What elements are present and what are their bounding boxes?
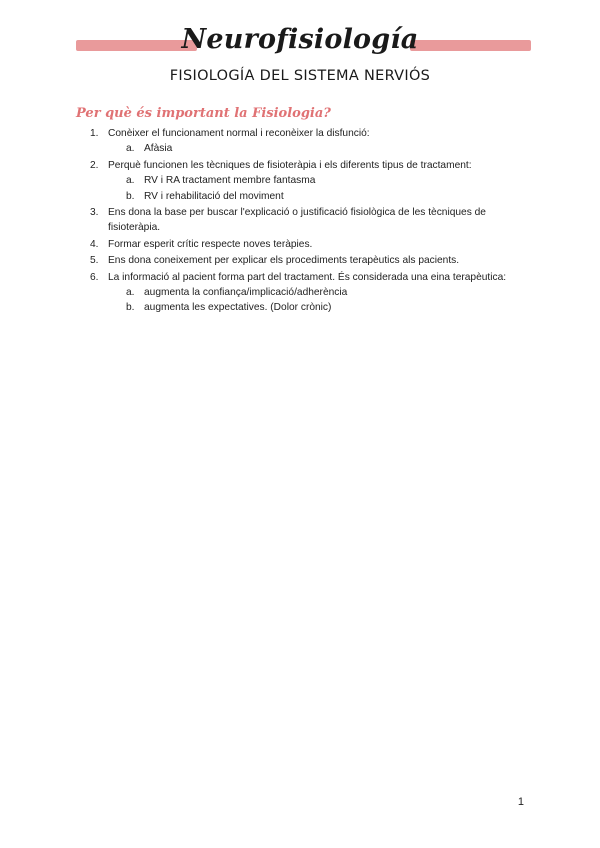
sub-list xyxy=(108,141,536,156)
sub-list-item-text: augmenta la confiança/implicació/adherència xyxy=(144,287,348,299)
sub-list xyxy=(108,285,536,316)
page-number: 1 xyxy=(517,796,524,808)
document-subtitle: FISIOLOGÍA DEL SISTEMA NERVIÓS xyxy=(169,68,431,84)
sub-list-item-text: augmenta les expectatives. (Dolor crònic) xyxy=(144,302,332,314)
sub-list-item-text: RV i RA tractament membre fantasma xyxy=(144,175,316,187)
list-item-text: Ens dona coneixement per explicar els procediments terapèutics als pacients. xyxy=(108,255,460,267)
sub-list-item-text: Afàsia xyxy=(144,143,173,155)
sub-list-item xyxy=(108,141,536,156)
sub-list-item-letter: b. xyxy=(126,190,135,202)
list-item-text: Perquè funcionen les tècniques de fisioteràpia i els diferents tipus de tractament: xyxy=(108,159,472,171)
list-item-text: Conèixer el funcionament normal i reconèixer la disfunció: xyxy=(108,128,370,139)
list-item-text: Ens dona la base per buscar l'explicació o justificació fisiològica de les tècniques de fisioteràpia. xyxy=(108,207,486,234)
list-item-number: 2. xyxy=(90,159,99,171)
numbered-list xyxy=(86,126,536,317)
list-item xyxy=(86,205,536,236)
list-item-text: Formar esperit crític respecte noves teràpies. xyxy=(108,238,313,250)
sub-list-item-letter: a. xyxy=(126,287,135,299)
list-item-text: La informació al pacient forma part del tractament. És considerada una eina terapèutica: xyxy=(108,271,507,283)
sub-list-item-text: RV i rehabilitació del moviment xyxy=(144,190,284,202)
sub-list-item xyxy=(108,300,536,315)
sub-list-item-letter: b. xyxy=(126,302,135,314)
list-item xyxy=(86,253,536,268)
list-item-number: 3. xyxy=(90,207,99,219)
sub-list-item xyxy=(108,189,536,204)
list-item-number: 5. xyxy=(90,255,99,267)
sub-list-item xyxy=(108,173,536,188)
sub-list xyxy=(108,173,536,204)
list-item-number: 6. xyxy=(90,271,99,283)
sub-list-item-letter: a. xyxy=(126,175,135,187)
section-heading: Per què és important la Fisiologia? xyxy=(76,106,331,121)
list-item-number: 1. xyxy=(90,128,99,139)
sub-list-item-letter: a. xyxy=(126,143,135,155)
list-item xyxy=(86,237,536,252)
list-item-number: 4. xyxy=(90,238,99,250)
list-item xyxy=(86,158,536,204)
list-item xyxy=(86,126,536,157)
list-item xyxy=(86,270,536,316)
document-title: Neurofisiología xyxy=(181,24,419,55)
sub-list-item xyxy=(108,285,536,300)
